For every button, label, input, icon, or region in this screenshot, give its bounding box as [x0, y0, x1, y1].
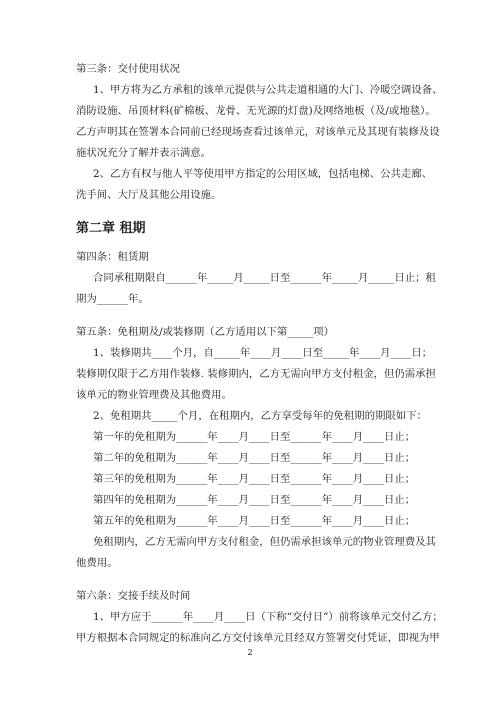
article-4-line-2: 期为______年。	[76, 293, 149, 305]
article-6-clause-1-line-2: 甲方根据本合同规定的标准向乙方交付该单元且经双方签署交付凭证，即视为甲	[76, 632, 440, 644]
article-4-heading: 第四条：租赁期	[76, 251, 149, 263]
page-number: 2	[247, 648, 253, 657]
article-3-clause-1-line-3: 乙方声明其在签署本合同前已经现场查看过该单元，对该单元及其现有装修及设	[76, 126, 440, 138]
free-period-note-line-2: 他费用。	[76, 557, 118, 569]
article-6-heading: 第六条：交接手续及时间	[76, 590, 191, 602]
free-period-year-4: 第四年的免租期为______年____月____日至______年____月____日止；	[93, 494, 416, 506]
free-period-year-2: 第二年的免租期为______年____月____日至______年____月____日止；	[93, 452, 416, 464]
article-3-heading: 第三条：交付使用状况	[76, 63, 180, 75]
free-period-year-1: 第一年的免租期为______年____月____日至______年____月____日止；	[93, 431, 416, 443]
free-period-year-3: 第三年的免租期为______年____月____日至______年____月____日止；	[93, 473, 416, 485]
free-period-year-5: 第五年的免租期为______年____月____日至______年____月____日止；	[93, 515, 416, 527]
article-5-clause-1-line-2: 装修期仅限于乙方用作装修. 装修期内，乙方无需向甲方支付租金，但仍需承担	[76, 368, 436, 380]
article-4-line-1: 合同承租期限自______年_____月_____日至______年_____月_____日止；租	[93, 272, 436, 284]
article-6-clause-1-line-1: 1、甲方应于______年____月____日（下称“交付日”）前将该单元交付乙方；	[93, 611, 443, 623]
free-period-note-line-1: 免租期内，乙方无需向甲方支付租金，但仍需承担该单元的物业管理费及其	[93, 536, 436, 548]
article-5-clause-1-line-1: 1、装修期共____个月，自_____年____月____日至_____年____月____日；	[93, 347, 433, 359]
article-5-heading: 第五条：免租期及/或装修期（乙方适用以下第_____项）	[76, 326, 335, 338]
chapter-2-title: 第二章 租期	[76, 221, 146, 236]
article-3-clause-1-line-4: 施状况充分了解并表示满意。	[76, 147, 212, 159]
article-3-clause-2-line-2: 洗手间、大厅及其他公用设施。	[76, 189, 222, 201]
article-3-clause-1-line-1: 1、甲方将为乙方承租的该单元提供与公共走道相通的大门、冷暖空调设备、	[93, 84, 443, 96]
article-3-clause-2-line-1: 2、乙方有权与他人平等使用甲方指定的公用区域，包括电梯、公共走廊、	[93, 168, 433, 180]
article-3-clause-1-line-2: 消防设施、吊顶材料(矿棉板、龙骨、无光源的灯盘)及网络地板（及/或地毯）。	[76, 105, 436, 117]
article-5-clause-1-line-3: 该单元的物业管理费及其他费用。	[76, 389, 232, 401]
article-5-clause-2-line-1: 2、免租期共_____个月，在租期内，乙方享受每年的免租期的期限如下：	[93, 410, 427, 422]
